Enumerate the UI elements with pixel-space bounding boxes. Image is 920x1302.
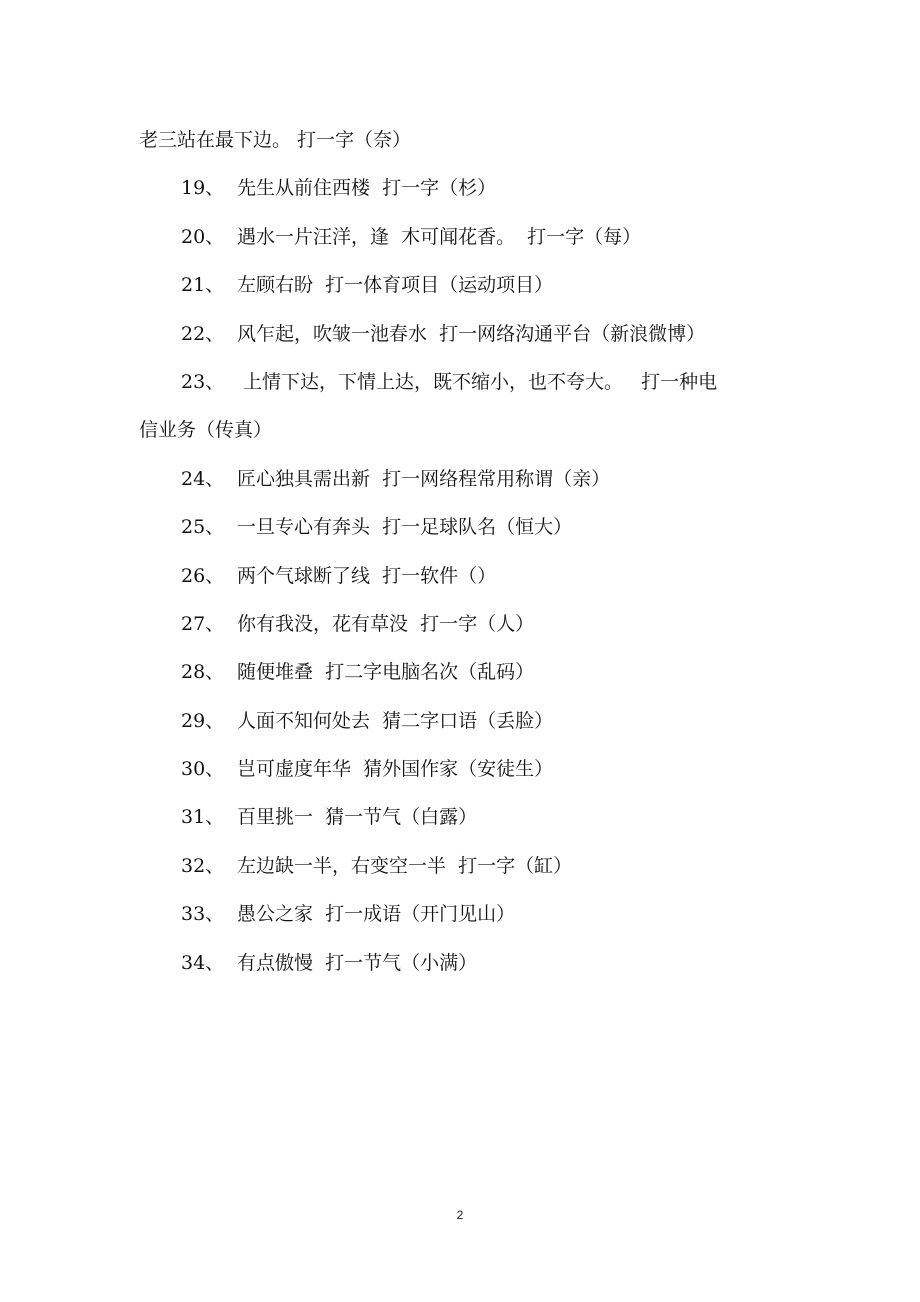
item-text: 遇水一片汪洋，逢 木可闻花香。 打一字（每） bbox=[237, 225, 642, 248]
item-number: 32、 bbox=[181, 854, 225, 877]
item-text: 先生从前住西楼 打一字（杉） bbox=[237, 177, 497, 200]
item-text: 随便堆叠 打二字电脑名次（乱码） bbox=[237, 661, 535, 684]
item-text: 你有我没，花有草没 打一字（人） bbox=[237, 612, 535, 635]
item-number: 22、 bbox=[181, 322, 225, 345]
item-number: 26、 bbox=[181, 564, 225, 587]
list-item bbox=[139, 890, 799, 938]
list-item bbox=[139, 939, 799, 987]
list-item-continuation bbox=[139, 406, 799, 454]
list-item bbox=[139, 648, 799, 696]
list-item bbox=[139, 261, 799, 309]
item-number: 34、 bbox=[181, 951, 225, 974]
document-body bbox=[139, 116, 799, 987]
item-number: 21、 bbox=[181, 274, 225, 297]
list-item bbox=[139, 745, 799, 793]
list-item bbox=[139, 842, 799, 890]
page-number: 2 bbox=[456, 1208, 464, 1222]
item-text: 岂可虚度年华 猜外国作家（安徒生） bbox=[237, 758, 554, 781]
continuation-text: 老三站在最下边。 打一字（奈） bbox=[139, 129, 412, 151]
item-text: 人面不知何处去 猜二字口语（丢脸） bbox=[237, 709, 554, 732]
item-number: 31、 bbox=[181, 806, 225, 829]
item-text: 信业务（传真） bbox=[139, 419, 273, 442]
list-item bbox=[139, 503, 799, 551]
item-number: 33、 bbox=[181, 903, 225, 926]
item-text: 愚公之家 打一成语（开门见山） bbox=[237, 903, 516, 926]
list-item bbox=[139, 310, 799, 358]
item-text: 风乍起，吹皱一池春水 打一网络沟通平台（新浪微博） bbox=[237, 322, 706, 345]
item-text: 一旦专心有奔头 打一足球队名（恒大） bbox=[237, 516, 573, 539]
item-number: 29、 bbox=[181, 709, 225, 732]
list-item bbox=[139, 358, 799, 406]
item-number: 19、 bbox=[181, 177, 225, 200]
item-text: 有点傲慢 打一节气（小满） bbox=[237, 951, 478, 974]
item-number: 28、 bbox=[181, 661, 225, 684]
list-item bbox=[139, 164, 799, 212]
continuation-line bbox=[139, 116, 799, 164]
list-item bbox=[139, 793, 799, 841]
item-number: 27、 bbox=[181, 612, 225, 635]
item-text: 匠心独具需出新 打一网络程常用称谓（亲） bbox=[237, 467, 611, 490]
list-item bbox=[139, 455, 799, 503]
item-number: 25、 bbox=[181, 516, 225, 539]
item-text: 左顾右盼 打一体育项目（运动项目） bbox=[237, 274, 554, 297]
item-text: 左边缺一半，右变空一半 打一字（缸） bbox=[237, 854, 573, 877]
item-number: 20、 bbox=[181, 225, 225, 248]
item-text: 两个气球断了线 打一软件（） bbox=[237, 564, 497, 587]
list-item bbox=[139, 552, 799, 600]
item-text: 百里挑一 猜一节气（白露） bbox=[237, 806, 478, 829]
list-item bbox=[139, 600, 799, 648]
item-text: 上情下达，下情上达，既不缩小，也不夸大。 打一种电 bbox=[237, 370, 718, 393]
item-number: 24、 bbox=[181, 467, 225, 490]
list-item bbox=[139, 697, 799, 745]
item-number: 23、 bbox=[181, 370, 225, 393]
list-item bbox=[139, 213, 799, 261]
item-number: 30、 bbox=[181, 758, 225, 781]
